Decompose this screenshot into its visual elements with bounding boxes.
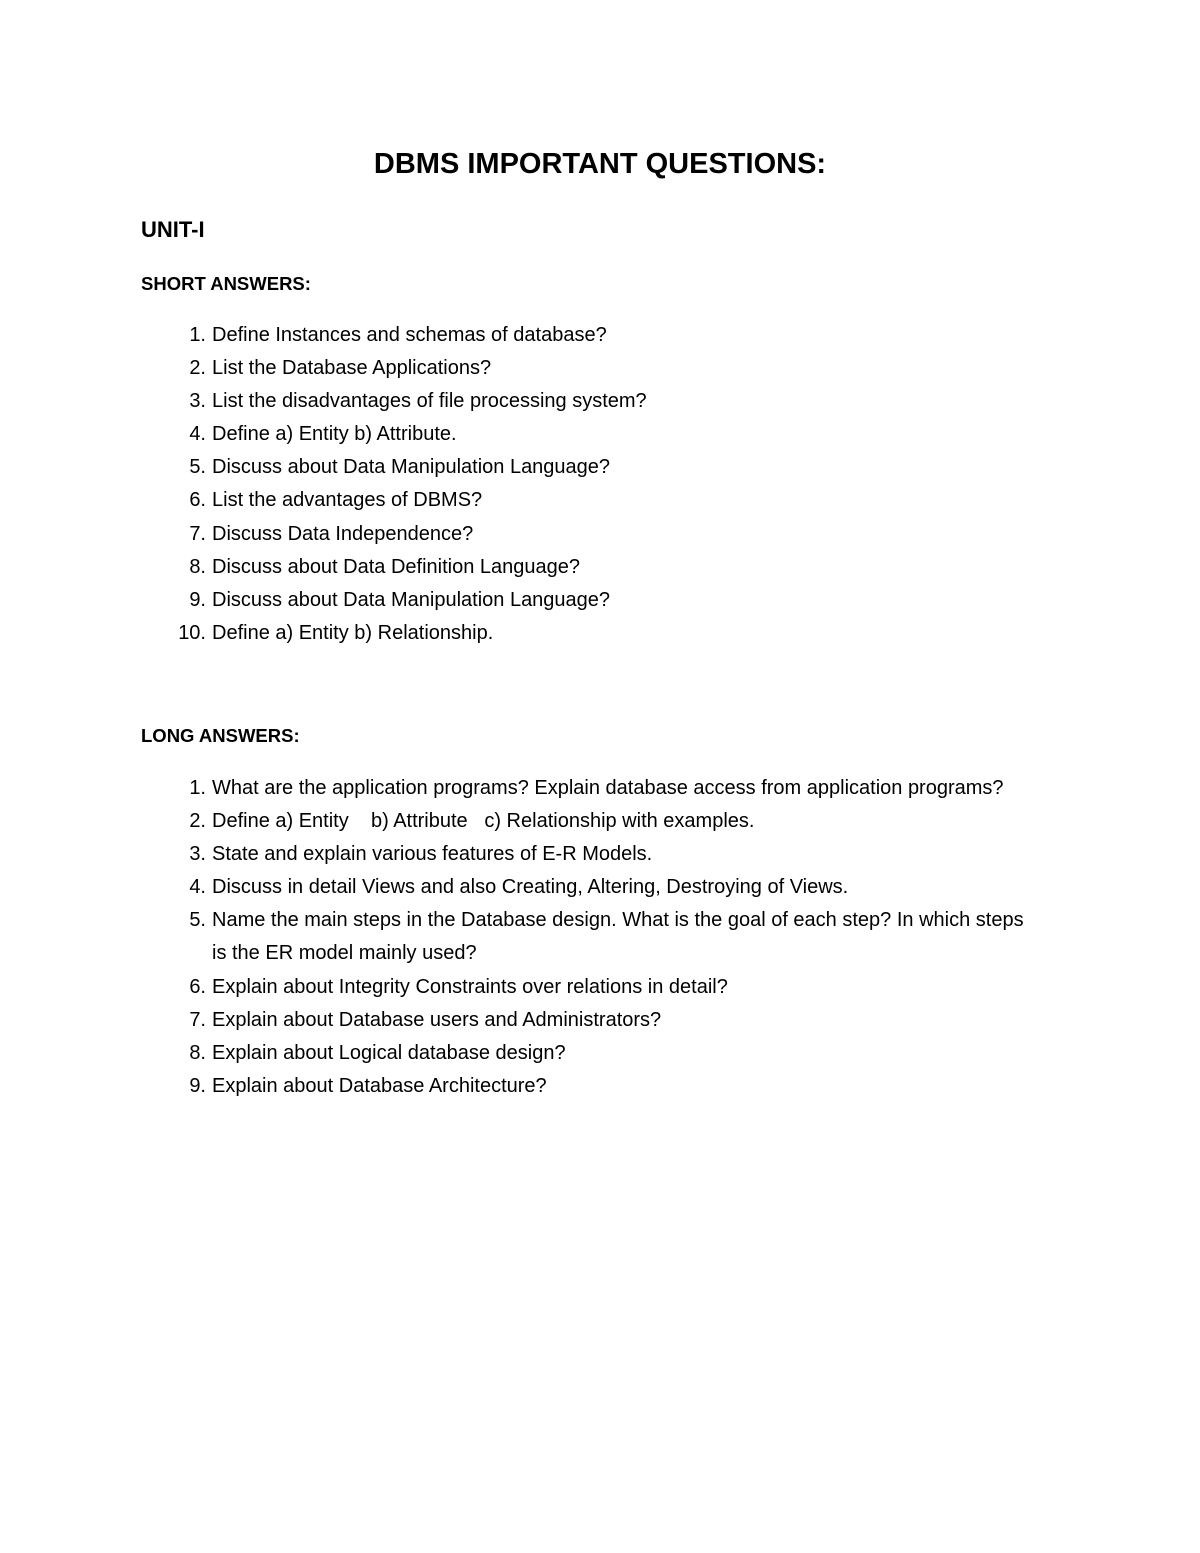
unit-heading: UNIT-I [141, 217, 205, 242]
list-item-text: Define a) Entity b) Attribute. [212, 423, 457, 446]
list-item [0, 1070, 1200, 1103]
long-answers-list [0, 772, 1200, 1103]
list-item [0, 451, 1200, 484]
list-item-text: List the advantages of DBMS? [212, 489, 483, 512]
list-item [0, 971, 1200, 1004]
list-item-text: Discuss about Data Manipulation Language? [212, 588, 611, 611]
list-item [0, 484, 1200, 517]
list-item-number: 9. [189, 588, 206, 611]
list-item-number: 3. [189, 390, 206, 413]
list-item-text: List the disadvantages of file processing system? [212, 390, 647, 413]
list-item-number: 4. [189, 876, 206, 899]
list-item-number: 9. [189, 1074, 206, 1097]
list-item-number: 3. [189, 843, 206, 866]
list-item-text: Discuss about Data Definition Language? [212, 555, 581, 578]
list-item [0, 1037, 1200, 1070]
list-item-text: Name the main steps in the Database design. What is the goal of each step? In which steps is the ER model mainly used? [212, 909, 1024, 965]
list-item-text: List the Database Applications? [212, 357, 492, 380]
list-item-text: Define a) Entity b) Relationship. [212, 621, 494, 644]
list-item [0, 904, 1200, 970]
long-answers-heading: LONG ANSWERS: [141, 725, 300, 746]
list-item [0, 1004, 1200, 1037]
list-item [0, 617, 1200, 650]
list-item-text: What are the application programs? Explain database access from application programs? [212, 777, 1004, 799]
list-item [0, 838, 1200, 871]
list-item-text: Discuss about Data Manipulation Language? [212, 456, 611, 479]
list-item-number: 1. [189, 777, 206, 799]
list-item-text: Explain about Logical database design? [212, 1041, 566, 1064]
list-item-text: Explain about Database Architecture? [212, 1074, 547, 1097]
list-item-text: Explain about Database users and Administrators? [212, 1008, 662, 1031]
list-item-number: 2. [189, 810, 206, 833]
list-item-number: 5. [189, 456, 206, 479]
list-item-number: 5. [189, 909, 206, 932]
list-item [0, 805, 1200, 838]
list-item-text: Explain about Integrity Constraints over relations in detail? [212, 975, 728, 998]
list-item-number: 10. [178, 621, 206, 644]
list-item [0, 772, 1200, 805]
list-item-number: 4. [189, 423, 206, 446]
list-item [0, 584, 1200, 617]
list-item [0, 871, 1200, 904]
list-item-text: Define Instances and schemas of database? [212, 324, 607, 346]
list-item [0, 551, 1200, 584]
list-item-number: 6. [189, 489, 206, 512]
list-item [0, 352, 1200, 385]
list-item [0, 385, 1200, 418]
list-item [0, 518, 1200, 551]
list-item-number: 6. [189, 975, 206, 998]
list-item-number: 7. [189, 1008, 206, 1031]
list-item-number: 8. [189, 1041, 206, 1064]
short-answers-list [0, 319, 1200, 650]
list-item-number: 2. [189, 357, 206, 380]
list-item-text: Define a) Entity b) Attribute c) Relationship with examples. [212, 810, 755, 833]
list-item-number: 7. [189, 522, 206, 545]
list-item [0, 319, 1200, 352]
list-item-number: 1. [189, 324, 206, 346]
list-item-text: State and explain various features of E-R Models. [212, 843, 653, 866]
list-item-number: 8. [189, 555, 206, 578]
list-item-text: Discuss in detail Views and also Creating, Altering, Destroying of Views. [212, 876, 849, 899]
short-answers-heading: SHORT ANSWERS: [141, 273, 311, 294]
list-item-text: Discuss Data Independence? [212, 522, 474, 545]
page-title: DBMS IMPORTANT QUESTIONS: [373, 148, 827, 180]
list-item [0, 418, 1200, 451]
